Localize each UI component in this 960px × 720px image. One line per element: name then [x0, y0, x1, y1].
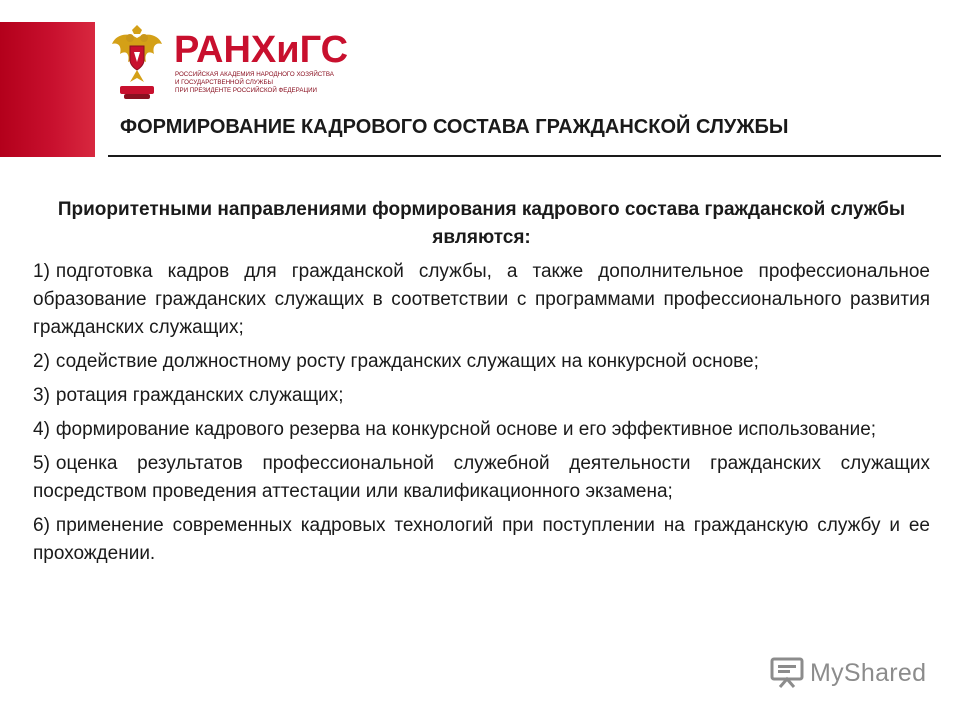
- slide-title: ФОРМИРОВАНИЕ КАДРОВОГО СОСТАВА ГРАЖДАНСКОЙ СЛУЖБЫ: [120, 116, 789, 138]
- list-item-number: 2): [33, 351, 50, 372]
- brand-subtitle-line: ПРИ ПРЕЗИДЕНТЕ РОССИЙСКОЙ ФЕДЕРАЦИИ: [175, 87, 317, 94]
- title-divider: [108, 155, 941, 157]
- brand-subtitle-line: РОССИЙСКАЯ АКАДЕМИЯ НАРОДНОГО ХОЗЯЙСТВА: [175, 71, 334, 78]
- list-item-number: 6): [33, 515, 50, 536]
- slide-content: [33, 196, 930, 574]
- presentation-board-icon: [770, 657, 804, 689]
- list-item: [33, 382, 930, 410]
- watermark-text: MyShared: [810, 658, 927, 687]
- list-item-text: ротация гражданских служащих;: [55, 385, 344, 406]
- list-item-text: применение современных кадровых технологий при поступлении на гражданскую службу и ее прохождении.: [33, 515, 930, 564]
- list-item: [33, 416, 930, 444]
- brand-name: РАНХиГС: [174, 29, 349, 71]
- list-item: [33, 258, 930, 342]
- list-item-number: 4): [33, 419, 50, 440]
- list-item: [33, 348, 930, 376]
- list-item-number: 3): [33, 385, 50, 406]
- list-item: [33, 450, 930, 506]
- brand-subtitle: [175, 71, 335, 95]
- list-item-text: подготовка кадров для гражданской службы, а также дополнительное профессиональное образование гражданских служащих в соответствии с программами профессионального развития гражданских служащих;: [33, 261, 930, 338]
- list-item-number: 5): [33, 453, 50, 474]
- list-item: [33, 512, 930, 568]
- list-item-text: оценка результатов профессиональной служебной деятельности гражданских служащих посредством проведения аттестации или квалификационного экзамена;: [33, 453, 930, 502]
- brand-subtitle-line: И ГОСУДАРСТВЕННОЙ СЛУЖБЫ: [175, 79, 273, 86]
- list-item-text: содействие должностному росту гражданских служащих на конкурсной основе;: [55, 351, 759, 372]
- list-item-number: 1): [33, 261, 50, 282]
- watermark[interactable]: [770, 656, 926, 690]
- double-headed-eagle-emblem-icon: [110, 24, 164, 104]
- intro-text: Приоритетными направлениями формирования кадрового состава гражданской службы являются:: [57, 199, 906, 248]
- list-item-text: формирование кадрового резерва на конкурсной основе и его эффективное использование;: [55, 419, 877, 440]
- red-accent-bar: [0, 22, 95, 157]
